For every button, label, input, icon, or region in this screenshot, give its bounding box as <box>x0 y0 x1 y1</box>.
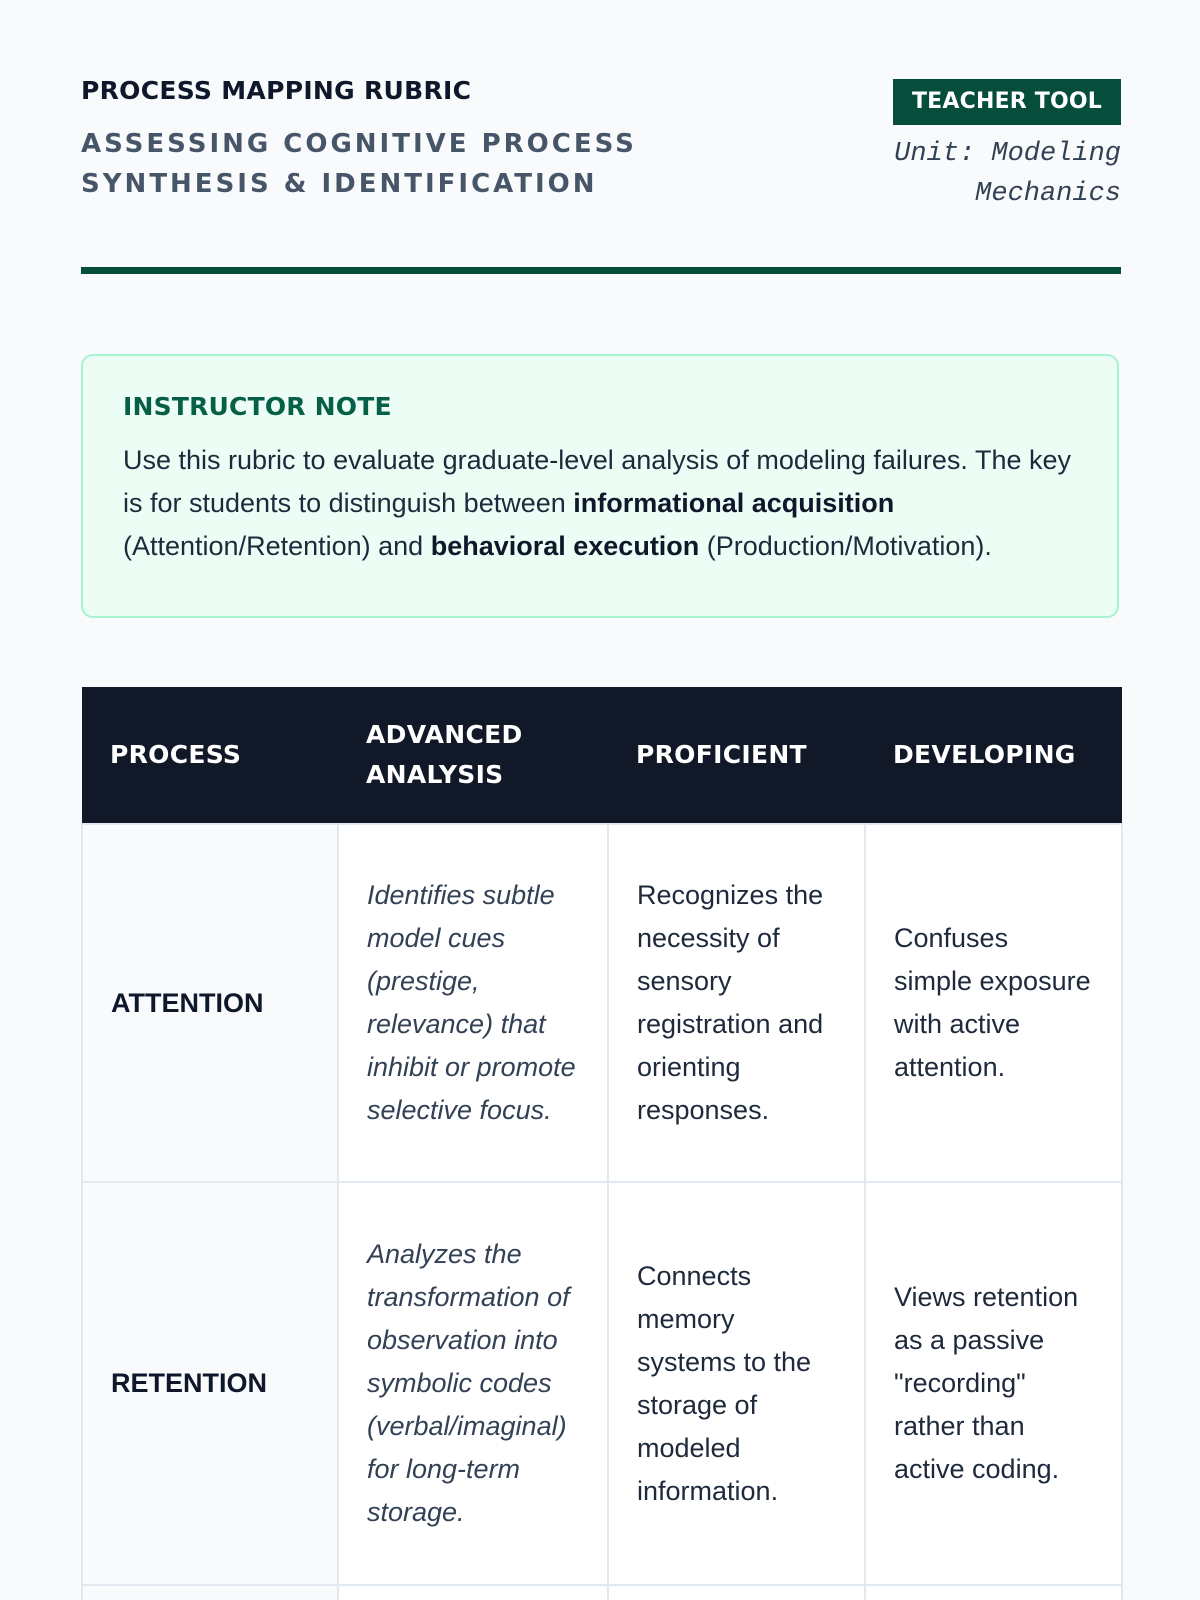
proficient-cell-empty <box>608 1585 865 1600</box>
unit-label <box>861 134 1121 214</box>
table-row <box>82 1182 1122 1585</box>
developing-cell-empty <box>865 1585 1122 1600</box>
page-header <box>81 0 1121 274</box>
unit-label-line-2: Mechanics <box>975 179 1121 209</box>
process-cell: RETENTION <box>82 1182 338 1585</box>
instructor-note-title: INSTRUCTOR NOTE <box>123 392 392 421</box>
proficient-cell: Connects memory systems to the storage of modeled information. <box>608 1182 865 1585</box>
note-text-1: Use this rubric to evaluate graduate-level analysis of modeling failures. The key is for students to distinguish between <box>123 445 1071 518</box>
note-text-3: (Production/Motivation). <box>699 531 992 561</box>
header-divider <box>81 267 1121 274</box>
table-row <box>82 1585 1122 1600</box>
column-header-process: PROCESS <box>82 687 338 824</box>
unit-label-line-1: Unit: Modeling <box>894 139 1121 169</box>
rubric-table <box>81 687 1123 1600</box>
instructor-note-body <box>123 439 1077 568</box>
teacher-tool-badge: TEACHER TOOL <box>893 79 1121 125</box>
page-title: PROCESS MAPPING RUBRIC <box>81 76 472 105</box>
process-cell-empty <box>82 1585 338 1600</box>
advanced-cell: Identifies subtle model cues (prestige, relevance) that inhibit or promote selective focus. <box>338 824 608 1182</box>
process-cell: ATTENTION <box>82 824 338 1182</box>
note-bold-1: informational acquisition <box>573 488 895 518</box>
note-text-2: (Attention/Retention) and <box>123 531 431 561</box>
column-header-advanced: ADVANCED ANALYSIS <box>338 687 608 824</box>
advanced-cell: Analyzes the transformation of observation into symbolic codes (verbal/imaginal) for long-term storage. <box>338 1182 608 1585</box>
instructor-note <box>81 354 1119 618</box>
advanced-cell-empty <box>338 1585 608 1600</box>
note-bold-2: behavioral execution <box>430 531 700 561</box>
rubric-page <box>81 0 1121 1527</box>
proficient-cell: Recognizes the necessity of sensory registration and orienting responses. <box>608 824 865 1182</box>
page-subtitle: ASSESSING COGNITIVE PROCESS SYNTHESIS & IDENTIFICATION <box>81 129 637 199</box>
table-header-row <box>82 687 1122 824</box>
column-header-proficient: PROFICIENT <box>608 687 865 824</box>
table-row <box>82 824 1122 1182</box>
developing-cell: Confuses simple exposure with active attention. <box>865 824 1122 1182</box>
column-header-developing: DEVELOPING <box>865 687 1122 824</box>
developing-cell: Views retention as a passive "recording" rather than active coding. <box>865 1182 1122 1585</box>
